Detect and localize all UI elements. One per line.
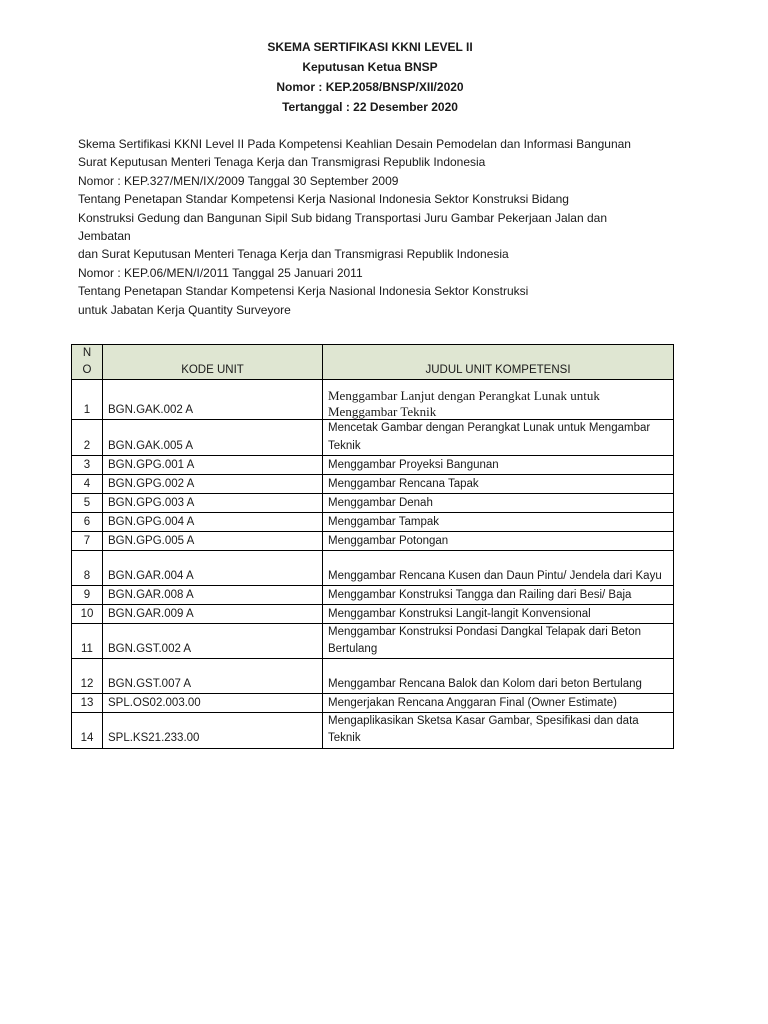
table-row — [72, 380, 674, 420]
row-no: 2 — [72, 420, 103, 455]
row-no: 8 — [72, 550, 103, 585]
row-no: 14 — [72, 713, 103, 748]
row-code: BGN.GST.002 A — [103, 623, 323, 658]
row-no: 6 — [72, 512, 103, 531]
row-title: Menggambar Lanjut dengan Perangkat Lunak untuk Menggambar Teknik — [323, 380, 674, 420]
table-row — [72, 659, 674, 694]
row-title: Menggambar Denah — [323, 493, 674, 512]
header-code: KODE UNIT — [103, 345, 323, 380]
intro-line: untuk Jabatan Kerja Quantity Surveyore — [78, 302, 291, 317]
row-title: Menggambar Konstruksi Pondasi Dangkal Telapak dari Beton Bertulang — [323, 623, 674, 658]
row-code: BGN.GPG.004 A — [103, 512, 323, 531]
row-code: BGN.GPG.003 A — [103, 493, 323, 512]
row-code: SPL.OS02.003.00 — [103, 694, 323, 713]
row-no: 7 — [72, 531, 103, 550]
table-row — [72, 420, 674, 455]
row-code: BGN.GAR.009 A — [103, 604, 323, 623]
row-title: Menggambar Potongan — [323, 531, 674, 550]
intro-line: Tentang Penetapan Standar Kompetensi Kerja Nasional Indonesia Sektor Konstruksi — [78, 284, 529, 299]
intro-line: Konstruksi Gedung dan Bangunan Sipil Sub bidang Transportasi Juru Gambar Pekerjaan Jalan dan — [78, 210, 608, 225]
table-row — [72, 531, 674, 550]
row-title: Mengerjakan Rencana Anggaran Final (Owner Estimate) — [323, 694, 674, 713]
row-code: BGN.GAR.004 A — [103, 550, 323, 585]
intro-line: Jembatan — [78, 229, 131, 244]
header-no-line1: N — [82, 347, 92, 359]
document-header — [0, 37, 740, 117]
intro-line: Surat Keputusan Menteri Tenaga Kerja dan Transmigrasi Republik Indonesia — [78, 155, 486, 170]
row-title: Menggambar Konstruksi Langit-langit Konvensional — [323, 604, 674, 623]
table-row — [72, 623, 674, 658]
intro-line: Tentang Penetapan Standar Kompetensi Kerja Nasional Indonesia Sektor Konstruksi Bidang — [78, 192, 569, 207]
intro-line: Skema Sertifikasi KKNI Level II Pada Kompetensi Keahlian Desain Pemodelan dan Informasi Bangunan — [78, 137, 631, 151]
table-row — [72, 455, 674, 474]
row-title: Menggambar Konstruksi Tangga dan Railing dari Besi/ Baja — [323, 585, 674, 604]
row-code: BGN.GAK.002 A — [103, 380, 323, 420]
intro-paragraph — [78, 135, 698, 319]
competency-units-table — [71, 344, 674, 749]
row-code: BGN.GPG.002 A — [103, 474, 323, 493]
header-decree-number: Nomor : KEP.2058/BNSP/XII/2020 — [276, 80, 464, 94]
row-code: SPL.KS21.233.00 — [103, 713, 323, 748]
row-title: Menggambar Tampak — [323, 512, 674, 531]
table-row — [72, 713, 674, 748]
row-no: 13 — [72, 694, 103, 713]
row-title: Mencetak Gambar dengan Perangkat Lunak untuk Mengambar Teknik — [323, 420, 674, 455]
table-row — [72, 550, 674, 585]
table-row — [72, 474, 674, 493]
table-row — [72, 694, 674, 713]
table-row — [72, 604, 674, 623]
header-no — [72, 345, 103, 380]
table-row — [72, 585, 674, 604]
row-title: Menggambar Rencana Balok dan Kolom dari beton Bertulang — [323, 659, 674, 694]
header-title: SKEMA SERTIFIKASI KKNI LEVEL II — [267, 40, 473, 54]
row-no: 1 — [72, 380, 103, 420]
header-title: JUDUL UNIT KOMPETENSI — [323, 345, 674, 380]
header-decree-issuer: Keputusan Ketua BNSP — [302, 60, 438, 74]
row-code: BGN.GAR.008 A — [103, 585, 323, 604]
row-title: Menggambar Proyeksi Bangunan — [323, 455, 674, 474]
table-header-row — [72, 345, 674, 380]
table-row — [72, 493, 674, 512]
row-no: 4 — [72, 474, 103, 493]
row-no: 3 — [72, 455, 103, 474]
row-code: BGN.GAK.005 A — [103, 420, 323, 455]
row-no: 9 — [72, 585, 103, 604]
row-code: BGN.GST.007 A — [103, 659, 323, 694]
row-code: BGN.GPG.005 A — [103, 531, 323, 550]
intro-line: dan Surat Keputusan Menteri Tenaga Kerja dan Transmigrasi Republik Indonesia — [78, 247, 509, 262]
intro-line: Nomor : KEP.06/MEN/I/2011 Tanggal 25 Januari 2011 — [78, 265, 363, 280]
row-title: Menggambar Rencana Kusen dan Daun Pintu/ Jendela dari Kayu — [323, 550, 674, 585]
row-title: Menggambar Rencana Tapak — [323, 474, 674, 493]
row-title: Mengaplikasikan Sketsa Kasar Gambar, Spesifikasi dan data Teknik — [323, 713, 674, 748]
row-no: 12 — [72, 659, 103, 694]
row-code: BGN.GPG.001 A — [103, 455, 323, 474]
table-row — [72, 512, 674, 531]
header-no-line2: O — [82, 364, 92, 377]
intro-line: Nomor : KEP.327/MEN/IX/2009 Tanggal 30 September 2009 — [78, 173, 399, 188]
row-no: 10 — [72, 604, 103, 623]
row-no: 11 — [72, 623, 103, 658]
row-no: 5 — [72, 493, 103, 512]
header-decree-date: Tertanggal : 22 Desember 2020 — [282, 100, 458, 114]
